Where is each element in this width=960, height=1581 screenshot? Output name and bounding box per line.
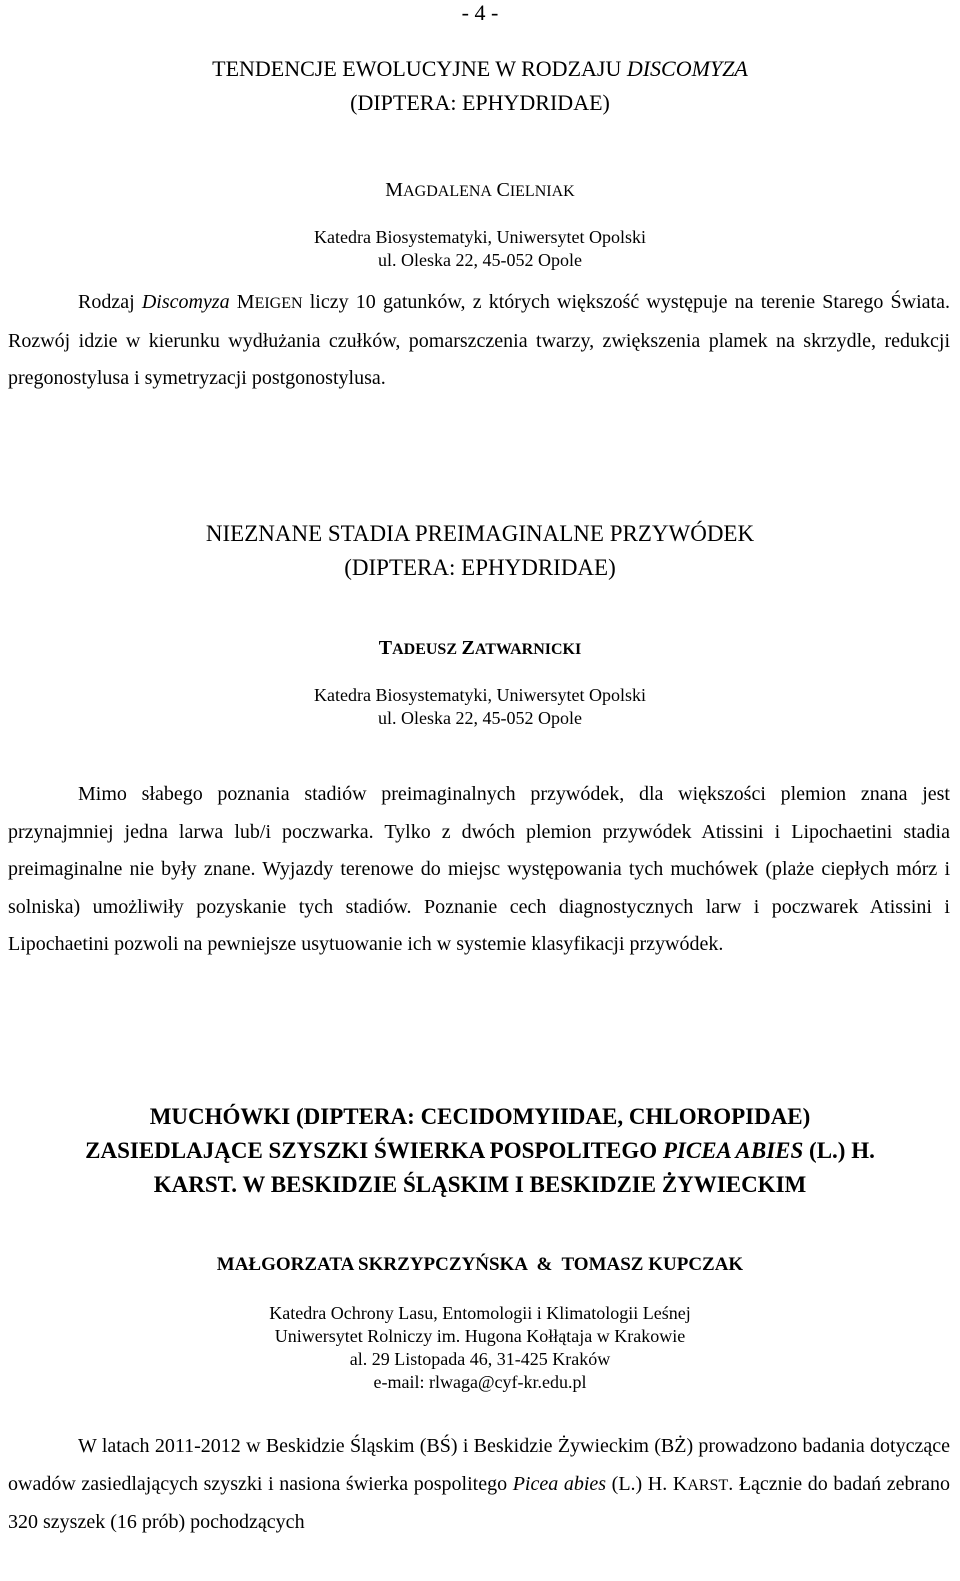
article3-affiliation-line2: Uniwersytet Rolniczy im. Hugona Kołłątaja w Krakowie [274, 1326, 686, 1346]
article2-affiliation-line1: Katedra Biosystematyki, Uniwersytet Opolski [314, 685, 646, 705]
article3-abstract-species: Picea abies [512, 1472, 607, 1495]
article3-title-line3: KARST. W BESKIDZIE ŚLĄSKIM I BESKIDZIE ŻYWIECKIM [153, 1172, 807, 1197]
article2-abstract: Mimo słabego poznania stadiów preimaginalnych przywódek, dla większości plemion znana jest przynajmniej jedna larwa lub/i poczwarka. Tylko z dwóch plemion przywódek Atissini i Lipochaetini stadia preimaginalne nie były znane. Wyjazdy terenowe do miejsc występowania tych muchówek (plaże ciepłych mórz i solniska) umożliwiły pozyskanie tych stadiów. Poznanie cech diagnostycznych larw i poczwarek Atissini i Lipochaetini pozwoli na pewniejsze usytuowanie ich w systemie klasyfikacji przywódek. [8, 783, 950, 955]
article1-abstract: Rodzaj Discomyza MEIGEN liczy 10 gatunków, z których większość występuje na terenie Starego Świata. Rozwój idzie w kierunku wydłużania czułków, pomarszczenia twarzy, zwiększenia plamek na skrzydle, redukcji pregonostylusa i symetryzacji postgonostylusa. [8, 291, 950, 389]
article3-affiliation-line1: Katedra Ochrony Lasu, Entomologii i Klimatologii Leśnej [269, 1303, 691, 1323]
article1-title-line2: (DIPTERA: EPHYDRIDAE) [350, 90, 610, 115]
article1-affiliation-line2: ul. Oleska 22, 45-052 Opole [378, 250, 582, 270]
article1-affiliation-line1: Katedra Biosystematyki, Uniwersytet Opolski [314, 227, 646, 247]
article3-affiliation-email: e-mail: rlwaga@cyf-kr.edu.pl [373, 1372, 587, 1392]
article3-title [0, 1100, 960, 1202]
article1-title [0, 52, 960, 120]
article3-title-line1: MUCHÓWKI (DIPTERA: CECIDOMYIIDAE, CHLOROPIDAE) [149, 1104, 811, 1129]
article3-abstract: W latach 2011-2012 w Beskidzie Śląskim (BŚ) i Beskidzie Żywieckim (BŻ) prowadzono badania dotyczące owadów zasiedlających szyszki i nasiona świerka pospolitego Picea abies (L.) H. KARST. Łącznie do badań zebrano 320 szyszek (16 prób) pochodzących [8, 1435, 950, 1533]
page-number: - 4 - [461, 0, 499, 25]
article2-title [0, 517, 960, 585]
article3-title-species: PICEA ABIES [662, 1138, 804, 1163]
article1-title-line1 [0, 52, 960, 86]
article1-abstract-genus: Discomyza [141, 291, 230, 313]
article2-author: TADEUSZ ZATWARNICKI [378, 637, 582, 659]
article3-title-line2: ZASIEDLAJĄCE SZYSZKI ŚWIERKA POSPOLITEGO PICEA ABIES (L.) H. [85, 1138, 875, 1163]
article3-affiliation-line3: al. 29 Listopada 46, 31-425 Kraków [349, 1349, 611, 1369]
article1-title-prefix: TENDENCJE EWOLUCYJNE W RODZAJU [212, 56, 627, 81]
article1-title-genus: DISCOMYZA [626, 56, 748, 81]
article3-authors: MAŁGORZATA SKRZYPCZYŃSKA & TOMASZ KUPCZAK [216, 1254, 744, 1275]
article1-author: MAGDALENA CIELNIAK [385, 179, 575, 201]
article2-title-line2: (DIPTERA: EPHYDRIDAE) [344, 555, 616, 580]
article2-affiliation-line2: ul. Oleska 22, 45-052 Opole [378, 708, 582, 728]
article3-affiliation [0, 1302, 960, 1394]
article2-affiliation [0, 684, 960, 730]
article1-affiliation [0, 226, 960, 272]
article2-title-line1: NIEZNANE STADIA PREIMAGINALNE PRZYWÓDEK [205, 521, 755, 546]
